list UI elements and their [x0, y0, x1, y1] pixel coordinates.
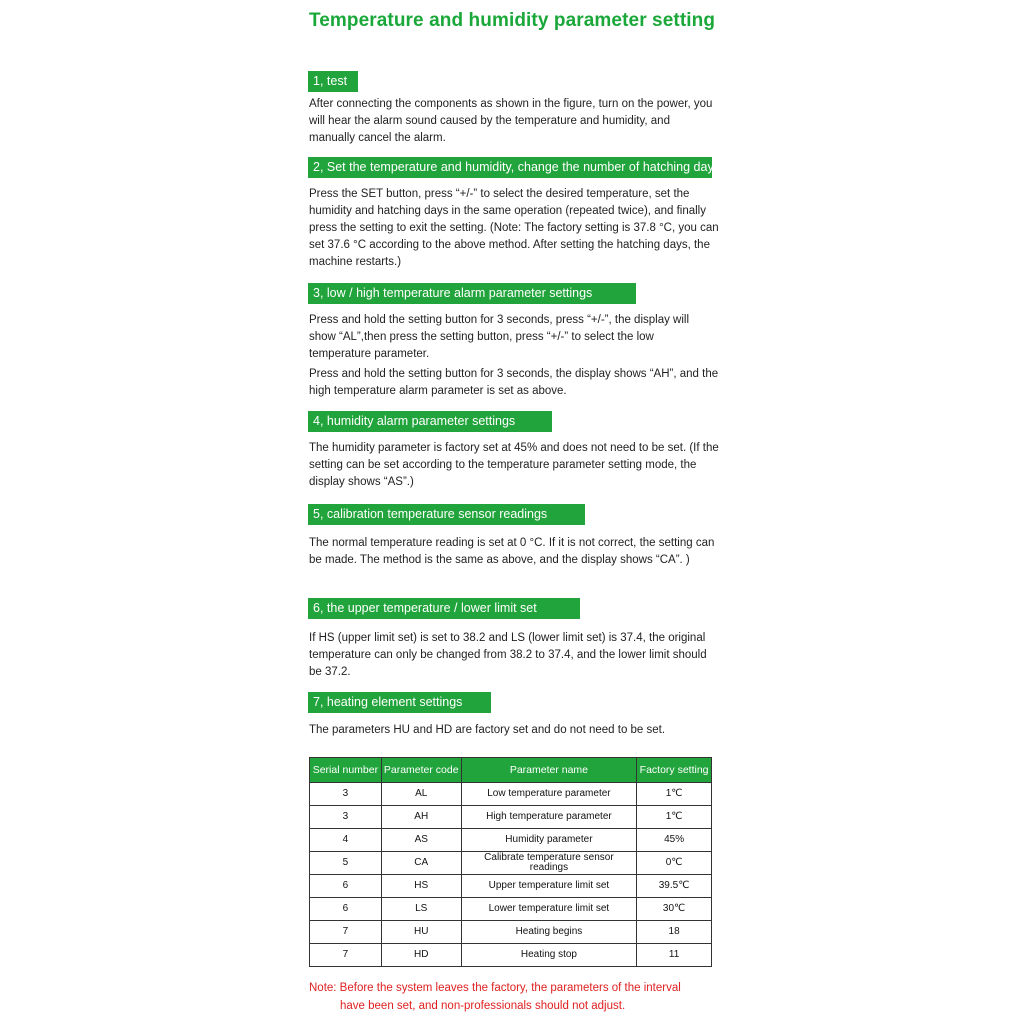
column-header-parameter-name: Parameter name	[461, 758, 637, 783]
table-row	[310, 852, 712, 875]
cell-setting: 1℃	[637, 806, 712, 829]
section-header-limit-set: 6, the upper temperature / lower limit set	[308, 598, 580, 619]
table-row	[310, 829, 712, 852]
section-text-test: After connecting the components as shown in the figure, turn on the power, you will hear the alarm sound caused by the temperature and humidity, and manually cancel the alarm.	[309, 98, 713, 144]
section-header-humidity-alarm: 4, humidity alarm parameter settings	[308, 411, 552, 432]
table-row	[310, 783, 712, 806]
cell-code: LS	[381, 898, 461, 921]
cell-setting: 1℃	[637, 783, 712, 806]
column-header-factory-setting: Factory setting	[637, 758, 712, 783]
cell-setting: 30℃	[637, 898, 712, 921]
cell-code: AS	[381, 829, 461, 852]
note-line-2: have been set, and non-professionals should not adjust.	[340, 1000, 626, 1012]
section-header-calibration: 5, calibration temperature sensor readings	[308, 504, 585, 525]
parameter-table	[309, 757, 712, 967]
section-text-set-temp-humidity: Press the SET button, press “+/-” to select the desired temperature, set the humidity and hatching days in the same operation (repeated twice), and finally press the setting to exit the setting. (Note: The factory setting is 37.8 °C, you can set 37.6 °C according to the above method. After setting the hatching days, the machine restarts.)	[309, 188, 719, 268]
cell-name: Low temperature parameter	[461, 783, 637, 806]
section-text-limit-set: If HS (upper limit set) is set to 38.2 and LS (lower limit set) is 37.4, the original temperature can only be changed from 38.2 to 37.4, and the lower limit should be 37.2.	[309, 632, 707, 678]
cell-code: HD	[381, 944, 461, 967]
cell-name: High temperature parameter	[461, 806, 637, 829]
section-text-temp-alarm-low: Press and hold the setting button for 3 seconds, press “+/-”, the display will show “AL”,then press the setting button, press “+/-” to select the low temperature parameter.	[309, 314, 690, 360]
table-row	[310, 875, 712, 898]
cell-serial: 3	[310, 783, 382, 806]
page-title: Temperature and humidity parameter setting	[308, 10, 716, 31]
cell-serial: 7	[310, 944, 382, 967]
table-header-row	[310, 758, 712, 783]
factory-note	[309, 979, 729, 1015]
cell-name: Heating stop	[461, 944, 637, 967]
section-header-temp-alarm: 3, low / high temperature alarm parameter settings	[308, 283, 636, 304]
table-row	[310, 806, 712, 829]
cell-serial: 5	[310, 852, 382, 875]
section-text-humidity-alarm: The humidity parameter is factory set at 45% and does not need to be set. (If the setting can be set according to the temperature parameter setting mode, the display shows “AS”.)	[309, 442, 719, 488]
cell-serial: 7	[310, 921, 382, 944]
cell-name: Heating begins	[461, 921, 637, 944]
section-header-test: 1, test	[308, 71, 358, 92]
table-row	[310, 898, 712, 921]
cell-setting: 39.5℃	[637, 875, 712, 898]
cell-name: Calibrate temperature sensor readings	[461, 852, 637, 875]
cell-code: HS	[381, 875, 461, 898]
section-text-calibration: The normal temperature reading is set at 0 °C. If it is not correct, the setting can be made. The method is the same as above, and the display shows “CA”. )	[309, 537, 715, 566]
cell-setting: 11	[637, 944, 712, 967]
cell-serial: 3	[310, 806, 382, 829]
cell-code: AL	[381, 783, 461, 806]
section-text-heating: The parameters HU and HD are factory set and do not need to be set.	[309, 724, 666, 736]
cell-name: Humidity parameter	[461, 829, 637, 852]
column-header-parameter-code: Parameter code	[381, 758, 461, 783]
table-row	[310, 921, 712, 944]
cell-setting: 18	[637, 921, 712, 944]
cell-name: Lower temperature limit set	[461, 898, 637, 921]
cell-code: AH	[381, 806, 461, 829]
section-text-temp-alarm-high: Press and hold the setting button for 3 seconds, the display shows “AH”, and the high temperature alarm parameter is set as above.	[309, 368, 719, 397]
cell-code: HU	[381, 921, 461, 944]
table-row	[310, 944, 712, 967]
section-header-set-temp-humidity: 2, Set the temperature and humidity, change the number of hatching days	[308, 157, 712, 178]
note-line-1: Note: Before the system leaves the factory, the parameters of the interval	[309, 982, 681, 994]
section-header-heating: 7, heating element settings	[308, 692, 491, 713]
column-header-serial-number: Serial number	[310, 758, 382, 783]
cell-setting: 45%	[637, 829, 712, 852]
cell-serial: 6	[310, 875, 382, 898]
cell-serial: 6	[310, 898, 382, 921]
cell-code: CA	[381, 852, 461, 875]
cell-name: Upper temperature limit set	[461, 875, 637, 898]
cell-setting: 0℃	[637, 852, 712, 875]
cell-serial: 4	[310, 829, 382, 852]
